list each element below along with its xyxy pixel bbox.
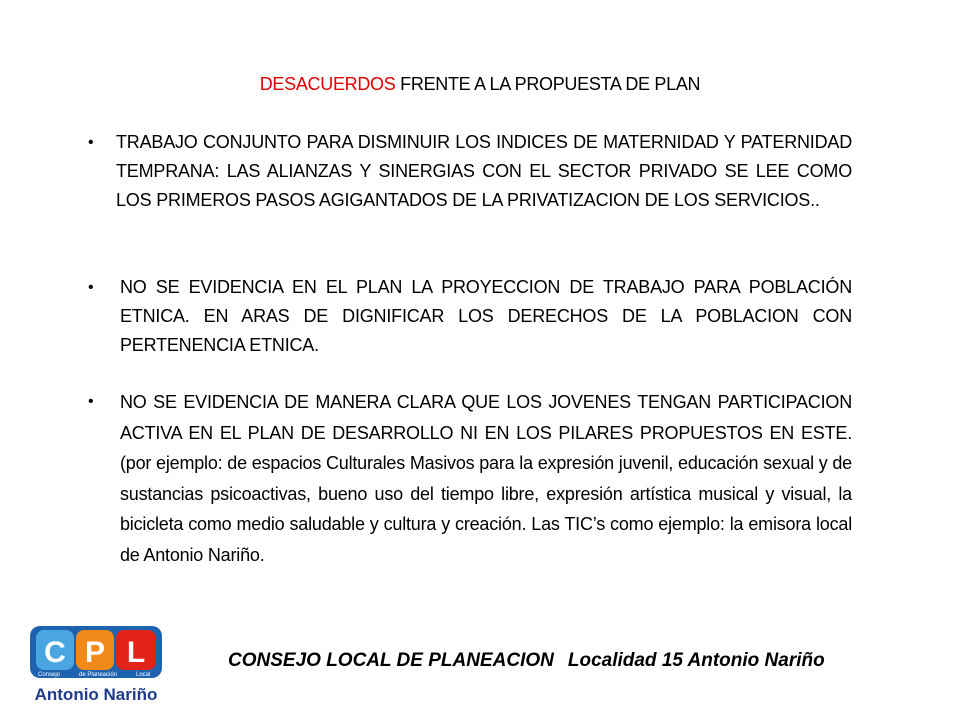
bullet-dot: • (88, 393, 94, 410)
bullet-text: TRABAJO CONJUNTO PARA DISMINUIR LOS INDICES DE MATERNIDAD Y PATERNIDAD TEMPRANA: LAS ALIANZAS Y SINERGIAS CON EL SECTOR PRIVADO SE LEE COMO LOS PRIMEROS PASOS AGIGANTADOS DE LA PRIVATIZACION DE LOS SERVICIOS.. (116, 132, 852, 210)
logo-letter-p: P (84, 636, 106, 669)
footer-locality: Localidad 15 Antonio Nariño (567, 650, 825, 671)
bullet-dot: • (88, 134, 94, 151)
bullet-text: NO SE EVIDENCIA DE MANERA CLARA QUE LOS JOVENES TENGAN PARTICIPACION ACTIVA EN EL PLAN DE DESARROLLO NI EN LOS PILARES PROPUESTOS EN ESTE. (por ejemplo: de espacios Culturales Masivos para la expresión juvenil, educación sexual y de sustancias psicoactivas, bueno uso del tiempo libre, expresión artística musical y visual, la bicicleta como medio saludable y cultura y creación. Las TIC’s como ejemplo: la emisora local de Antonio Nariño. (120, 392, 852, 565)
bullet-dot: • (88, 279, 94, 296)
slide-title (0, 74, 960, 95)
logo-place: Antonio Nariño (34, 685, 158, 704)
logo-caption-right: Local (136, 672, 151, 678)
cpl-logo (24, 622, 168, 706)
logo-caption-mid: de Planeación (79, 672, 118, 678)
logo-letter-c: C (44, 636, 66, 669)
footer (228, 650, 918, 672)
bullet-text: NO SE EVIDENCIA EN EL PLAN LA PROYECCION DE TRABAJO PARA POBLACIÓN ETNICA. EN ARAS DE DIGNIFICAR LOS DERECHOS DE LA POBLACION CON PERTENENCIA ETNICA. (120, 277, 852, 355)
logo-letter-l: L (126, 636, 146, 669)
bullet-item (86, 128, 852, 215)
bullet-item (86, 273, 852, 360)
title-rest: FRENTE A LA PROPUESTA DE PLAN (400, 74, 701, 94)
bullet-item (86, 387, 852, 570)
title-accent: DESACUERDOS (259, 74, 396, 94)
footer-org: CONSEJO LOCAL DE PLANEACION (228, 650, 554, 671)
logo-caption-left: Consejo (38, 672, 61, 678)
